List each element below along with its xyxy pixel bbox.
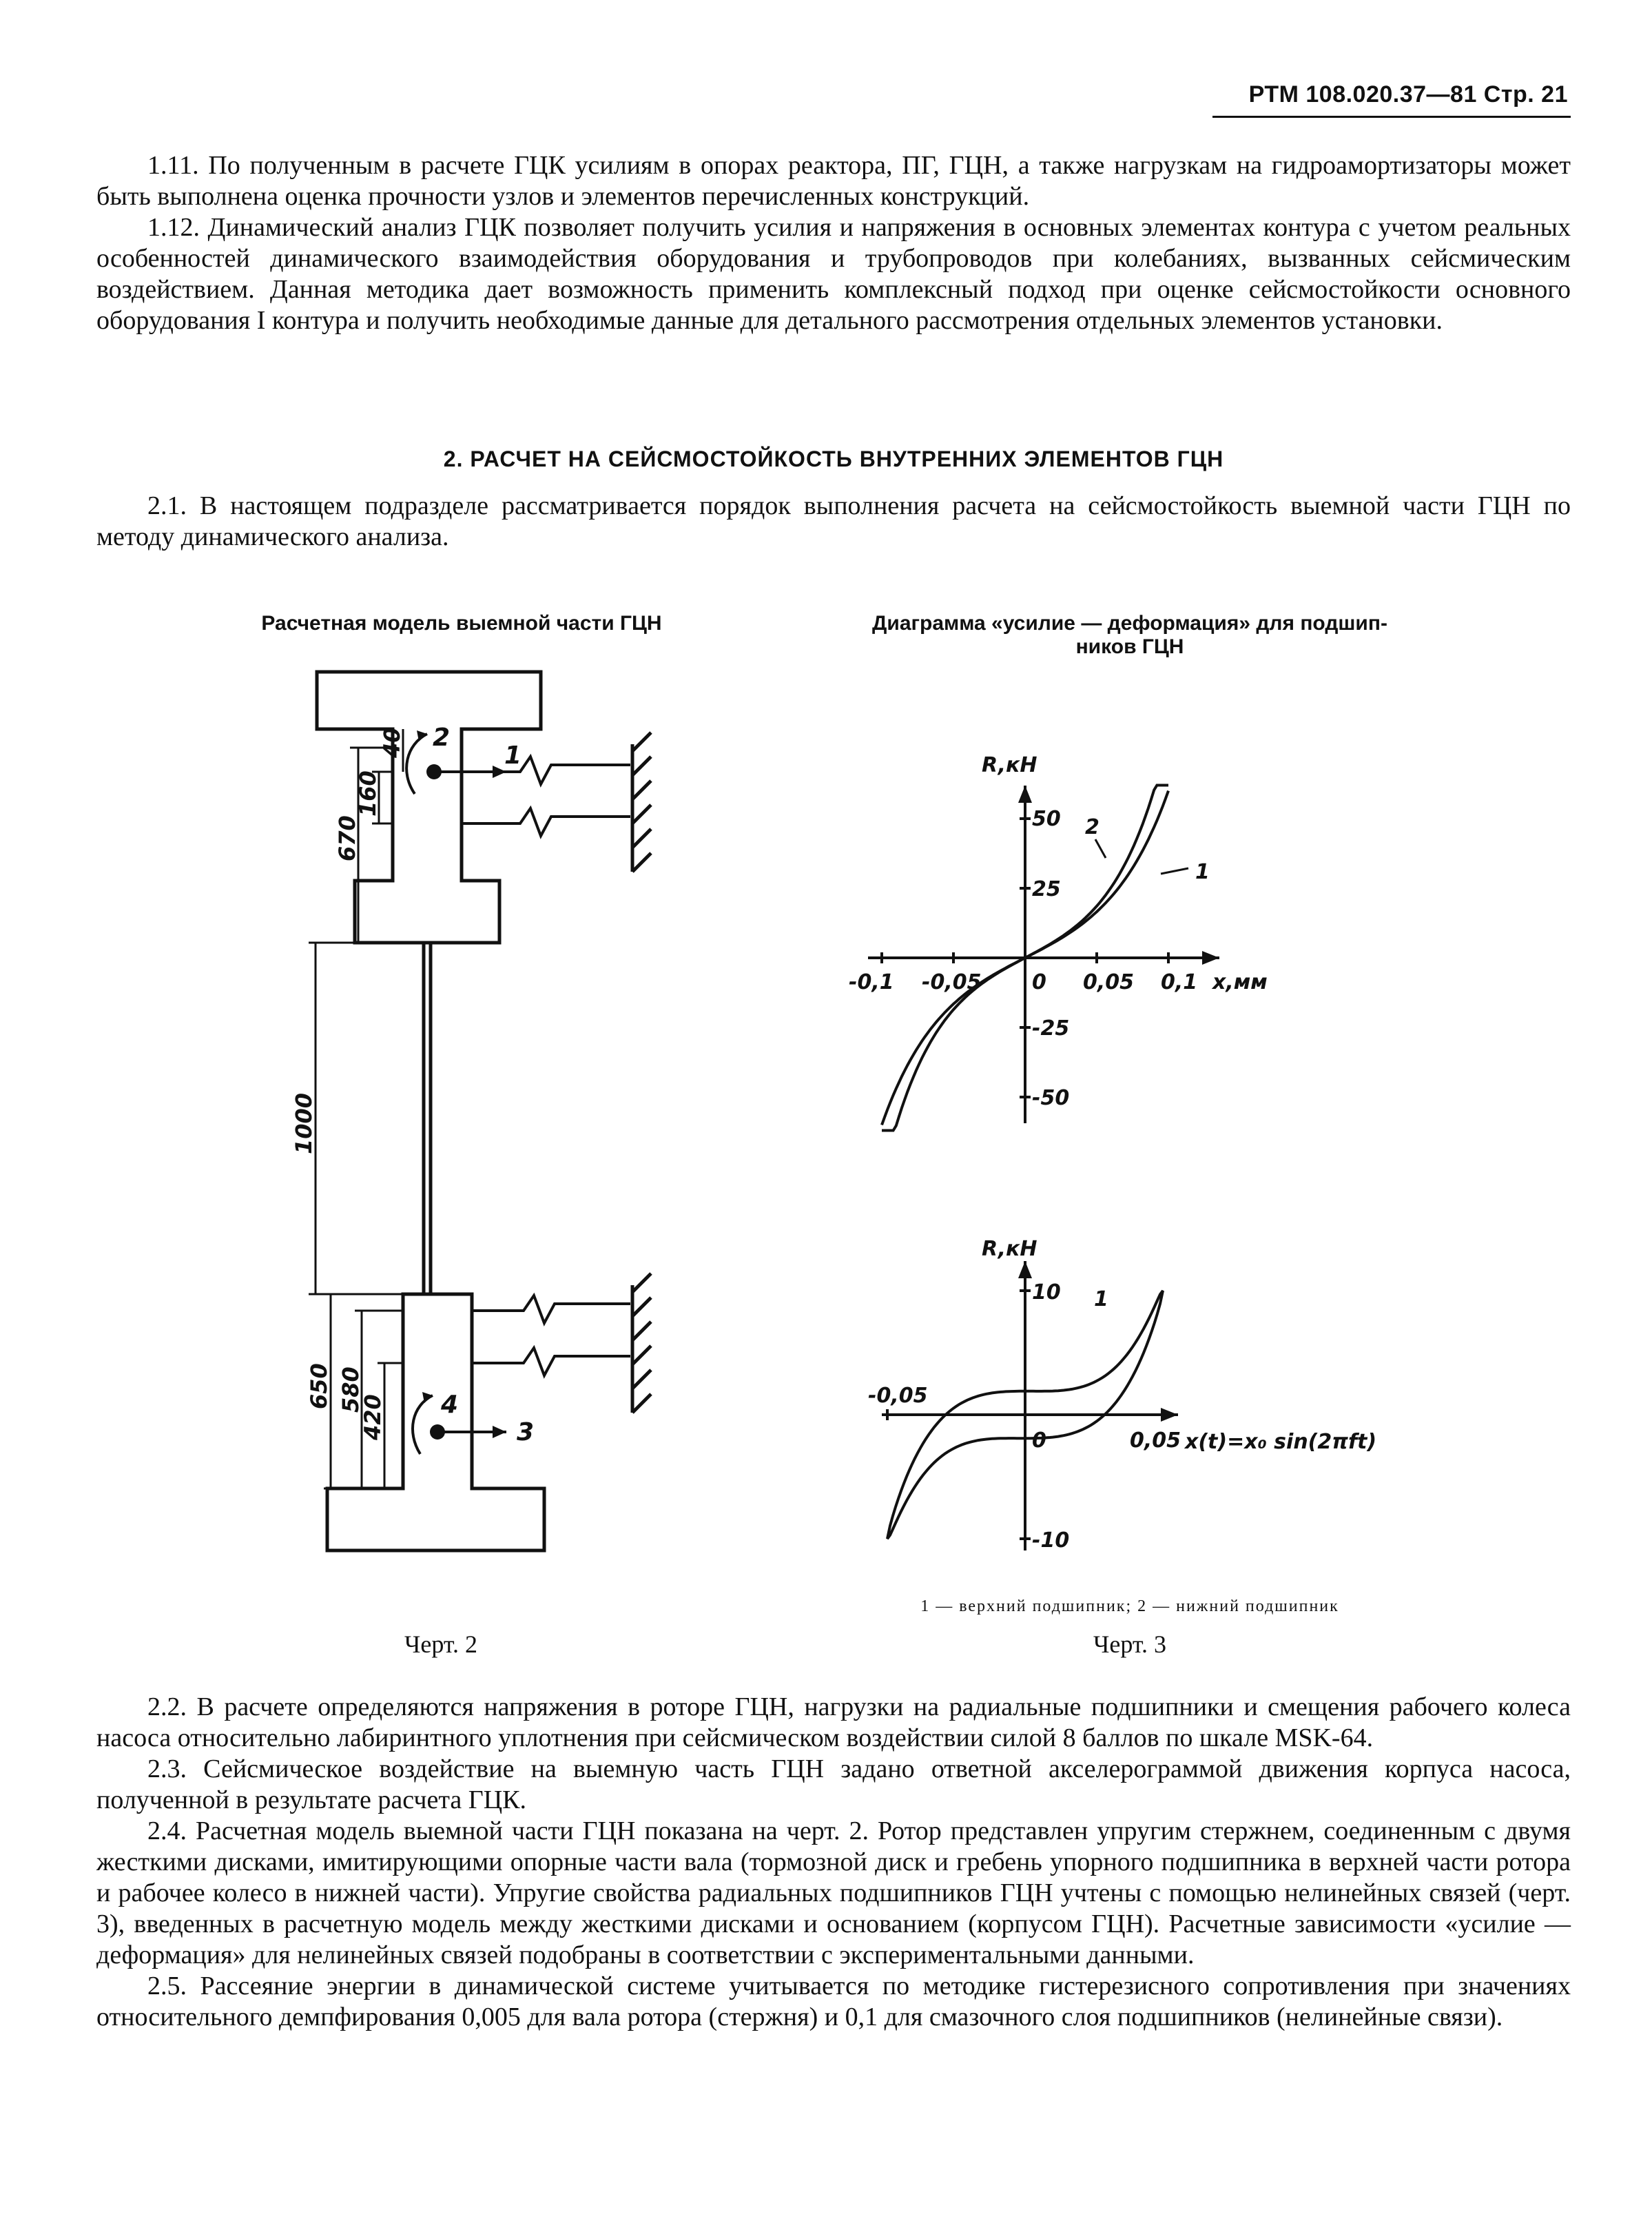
chart1-xtick-01: 0,1: [1161, 970, 1198, 994]
dim-650: 650: [306, 1363, 332, 1409]
chart2-xlabel: x(t)=x₀ sin(2πft): [1185, 1430, 1377, 1454]
page-header: РТМ 108.020.37—81 Стр. 21: [1248, 81, 1568, 107]
chart1-xtick-0: 0: [1032, 970, 1046, 994]
chart1-curve-label-2: 2: [1085, 815, 1099, 839]
figure3-caption-line1: Диаграмма «усилие — деформация» для подшип-: [872, 612, 1387, 635]
upper-springs: [462, 757, 630, 836]
chart2-xtick-005: 0,05: [1130, 1429, 1181, 1453]
node-label-1: 1: [504, 741, 522, 770]
dim-160: 160: [355, 770, 381, 817]
ground-upper: [632, 733, 651, 872]
figure2-caption: Расчетная модель выемной части ГЦН: [261, 612, 662, 635]
dim-580: 580: [338, 1366, 364, 1413]
paragraph-2-5: 2.5. Рассеяние энергии в динамической системе учитывается по методике гистерезисного сопротивления при значениях относительного демпфирования 0,005 для вала ротора (стержня) и 0,1 для смазочного слоя подшипников (нелинейные связи).: [96, 1972, 1571, 2031]
figure3-caption: [820, 612, 1440, 659]
lower-springs: [472, 1296, 630, 1375]
chart2-xtick-0: 0: [1032, 1429, 1046, 1453]
figure3-caption-line2: ников ГЦН: [1075, 635, 1184, 658]
paragraph-1-12: 1.12. Динамический анализ ГЦК позволяет получить усилия и напряжения в основных элементах контура с учетом реальных особенностей динамического взаимодействия оборудования и трубопроводов при колебаниях, вызванных сейсмическим воздействием. Данная методика дает возможность применить комплексный подход при оценке сейсмостойкости основного оборудования I контура и получить необходимые данные для детального рассмотрения отдельных элементов установки.: [96, 213, 1571, 335]
top-text: [96, 150, 1571, 336]
upper-disk: [317, 672, 541, 943]
bottom-text: [96, 1692, 1571, 2033]
chart2-ylabel: R,кН: [982, 1237, 1037, 1261]
figure2-label: Черт. 2: [404, 1630, 477, 1658]
chart1-xtick-neg005: -0,05: [922, 970, 982, 994]
chart2-xtick-neg005: -0,05: [868, 1384, 928, 1408]
dim-670: 670: [334, 815, 360, 861]
chart1-ytick-25: 25: [1032, 877, 1061, 901]
chart1-ytick-neg25: -25: [1032, 1016, 1070, 1041]
paragraph-2-3: 2.3. Сейсмическое воздействие на выемную часть ГЦН задано ответной акселерограммой движения корпуса насоса, полученной в результате расчета ГЦК.: [96, 1754, 1571, 1814]
section-title: 2. РАСЧЕТ НА СЕЙСМОСТОЙКОСТЬ ВНУТРЕННИХ ЭЛЕМЕНТОВ ГЦН: [443, 447, 1224, 471]
paragraph-2-1: 2.1. В настоящем подразделе рассматривается порядок выполнения расчета на сейсмостойкость выемной части ГЦН по методу динамического анализа.: [96, 491, 1571, 551]
figure2-diagram: [234, 662, 716, 1557]
ground-lower: [632, 1273, 651, 1413]
chart1-curve-label-1: 1: [1195, 860, 1210, 884]
chart2-curve-label-1: 1: [1094, 1287, 1108, 1311]
figure3-charts: [813, 730, 1433, 1557]
dim-40: 40: [379, 727, 405, 758]
node-label-3: 3: [517, 1418, 535, 1446]
paragraph-2-4: 2.4. Расчетная модель выемной части ГЦН показана на черт. 2. Ротор представлен упругим стержнем, соединенным с двумя жесткими дисками, имитирующими опорные части вала (тормозной диск и гребень упорного подшипника в верхней части ротора и рабочее колесо в нижней части). Упругие свойства радиальных подшипников ГЦН учтены с помощью нелинейных связей (черт. 3), введенных в расчетную модель между жесткими дисками и основанием (корпусом ГЦН). Расчетные зависимости «усилие — деформация» для нелинейных связей подобраны в соответствии с экспериментальными данными.: [96, 1816, 1571, 1969]
figure3-legend: 1 — верхний подшипник; 2 — нижний подшипник: [920, 1597, 1339, 1615]
node-label-2: 2: [433, 724, 451, 752]
dim-1000: 1000: [291, 1092, 317, 1154]
chart1-ytick-50: 50: [1032, 807, 1061, 831]
node-label-4: 4: [441, 1391, 459, 1419]
figure3-label: Черт. 3: [1093, 1630, 1166, 1658]
chart2-ytick-10: 10: [1032, 1280, 1061, 1304]
chart1-axes: [868, 786, 1219, 1123]
section-intro: [96, 491, 1571, 553]
chart1-xtick-neg01: -0,1: [849, 970, 894, 994]
paragraph-1-11: 1.11. По полученным в расчете ГЦК усилиям в опорах реактора, ПГ, ГЦН, а также нагрузкам на гидроамортизаторы может быть выполнена оценка прочности узлов и элементов перечисленных конструкций.: [96, 151, 1571, 211]
chart1-ytick-neg50: -50: [1032, 1086, 1070, 1110]
header-rule: [1212, 116, 1571, 118]
chart2-ytick-neg10: -10: [1032, 1528, 1070, 1553]
chart1-ylabel: R,кН: [982, 753, 1037, 777]
dim-420: 420: [360, 1394, 386, 1440]
chart1-xlabel: x,мм: [1212, 970, 1268, 994]
chart1-xtick-005: 0,05: [1083, 970, 1135, 994]
paragraph-2-2: 2.2. В расчете определяются напряжения в роторе ГЦН, нагрузки на радиальные подшипники и смещения рабочего колеса насоса относительно лабиринтного уплотнения при сейсмическом воздействии силой 8 баллов по шкале MSK-64.: [96, 1692, 1571, 1752]
